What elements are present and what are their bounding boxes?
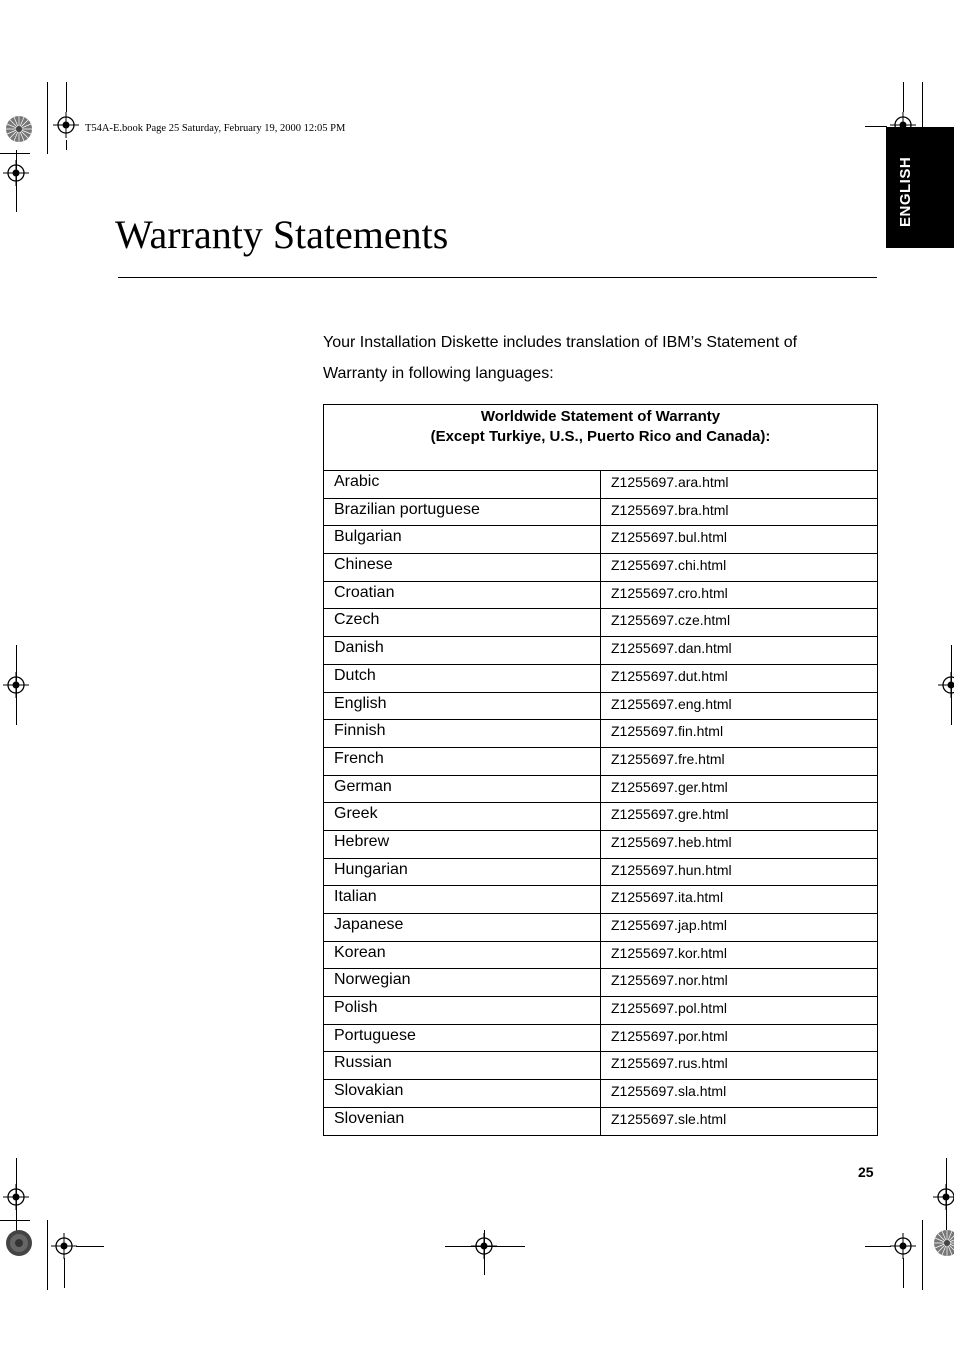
table-row: [324, 720, 878, 748]
registration-mark-icon: [3, 1184, 29, 1210]
header-book-info: T54A-E.book Page 25 Saturday, February 19, 2000 12:05 PM: [85, 123, 346, 134]
language-cell: Norwegian: [324, 969, 601, 997]
registration-mark-icon: [933, 1184, 954, 1210]
file-cell: Z1255697.kor.html: [601, 941, 878, 969]
table-row: [324, 692, 878, 720]
file-cell: Z1255697.cze.html: [601, 609, 878, 637]
registration-mark-icon: [51, 1233, 77, 1259]
file-cell: Z1255697.heb.html: [601, 830, 878, 858]
language-cell: Dutch: [324, 664, 601, 692]
language-cell: Russian: [324, 1052, 601, 1080]
table-header-cell: [324, 405, 878, 471]
file-cell: Z1255697.chi.html: [601, 554, 878, 582]
language-side-tab-label: ENGLISH: [896, 156, 914, 227]
file-cell: Z1255697.fin.html: [601, 720, 878, 748]
language-cell: Slovakian: [324, 1080, 601, 1108]
file-cell: Z1255697.dut.html: [601, 664, 878, 692]
file-cell: Z1255697.hun.html: [601, 858, 878, 886]
table-row: [324, 914, 878, 942]
registration-mark-icon: [3, 160, 29, 186]
table-row: [324, 775, 878, 803]
file-cell: Z1255697.eng.html: [601, 692, 878, 720]
language-cell: German: [324, 775, 601, 803]
registration-mark-icon: [53, 112, 79, 138]
crop-line: [47, 82, 48, 154]
crop-line: [66, 82, 67, 112]
language-cell: French: [324, 747, 601, 775]
file-cell: Z1255697.jap.html: [601, 914, 878, 942]
file-cell: Z1255697.sla.html: [601, 1080, 878, 1108]
crop-line: [865, 126, 887, 127]
language-cell: Finnish: [324, 720, 601, 748]
table-header-row: [324, 405, 878, 471]
language-cell: Korean: [324, 941, 601, 969]
intro-paragraph: Your Installation Diskette includes translation of IBM’s Statement of Warranty in following languages:: [323, 334, 798, 382]
table-row: [324, 581, 878, 609]
language-cell: Portuguese: [324, 1024, 601, 1052]
table-header-line-2: (Except Turkiye, U.S., Puerto Rico and Canada):: [430, 428, 771, 445]
language-cell: Hungarian: [324, 858, 601, 886]
file-cell: Z1255697.bul.html: [601, 526, 878, 554]
starburst-mark-icon: [5, 115, 33, 143]
file-cell: Z1255697.nor.html: [601, 969, 878, 997]
title-divider: [118, 277, 877, 278]
table-row: [324, 886, 878, 914]
file-cell: Z1255697.ara.html: [601, 471, 878, 499]
language-cell: Greek: [324, 803, 601, 831]
crop-line: [47, 1220, 48, 1290]
table-row: [324, 858, 878, 886]
table-row: [324, 637, 878, 665]
language-cell: Arabic: [324, 471, 601, 499]
table-body: [324, 471, 878, 1136]
language-cell: Chinese: [324, 554, 601, 582]
file-cell: Z1255697.ger.html: [601, 775, 878, 803]
language-cell: Brazilian portuguese: [324, 498, 601, 526]
table-row: [324, 498, 878, 526]
crop-line: [0, 1220, 30, 1221]
language-cell: Italian: [324, 886, 601, 914]
page-number: 25: [858, 1164, 874, 1180]
language-cell: Croatian: [324, 581, 601, 609]
crop-line: [64, 1258, 65, 1288]
table-row: [324, 609, 878, 637]
language-cell: Bulgarian: [324, 526, 601, 554]
starburst-mark-icon: [933, 1229, 954, 1257]
crop-line: [865, 1246, 891, 1247]
warranty-language-table: [323, 404, 878, 1136]
file-cell: Z1255697.bra.html: [601, 498, 878, 526]
table-row: [324, 997, 878, 1025]
language-cell: Slovenian: [324, 1107, 601, 1135]
crop-line: [76, 1246, 104, 1247]
language-cell: Danish: [324, 637, 601, 665]
table-row: [324, 1024, 878, 1052]
table-row: [324, 830, 878, 858]
table-row: [324, 1080, 878, 1108]
file-cell: Z1255697.ita.html: [601, 886, 878, 914]
file-cell: Z1255697.por.html: [601, 1024, 878, 1052]
registration-mark-icon: [3, 672, 29, 698]
file-cell: Z1255697.dan.html: [601, 637, 878, 665]
table-row: [324, 969, 878, 997]
registration-mark-icon: [938, 672, 954, 698]
language-cell: Hebrew: [324, 830, 601, 858]
language-cell: Czech: [324, 609, 601, 637]
registration-mark-icon: [943, 289, 954, 313]
registration-mark-icon: [890, 1233, 916, 1259]
file-cell: Z1255697.gre.html: [601, 803, 878, 831]
table-row: [324, 941, 878, 969]
table-row: [324, 664, 878, 692]
file-cell: Z1255697.fre.html: [601, 747, 878, 775]
table-row: [324, 1107, 878, 1135]
file-cell: Z1255697.pol.html: [601, 997, 878, 1025]
crop-line: [922, 1220, 923, 1290]
crop-line: [903, 1258, 904, 1288]
table-row: [324, 803, 878, 831]
language-cell: Polish: [324, 997, 601, 1025]
file-cell: Z1255697.rus.html: [601, 1052, 878, 1080]
table-row: [324, 1052, 878, 1080]
crop-line: [66, 140, 67, 150]
crop-line: [0, 153, 30, 154]
language-side-tab: [886, 127, 954, 248]
table-row: [324, 747, 878, 775]
file-cell: Z1255697.sle.html: [601, 1107, 878, 1135]
crop-line: [903, 82, 904, 112]
language-cell: English: [324, 692, 601, 720]
starburst-mark-icon: [5, 1229, 33, 1257]
registration-mark-icon: [471, 1233, 497, 1259]
file-cell: Z1255697.cro.html: [601, 581, 878, 609]
table-row: [324, 471, 878, 499]
page-title: Warranty Statements: [115, 212, 449, 257]
language-cell: Japanese: [324, 914, 601, 942]
table-row: [324, 526, 878, 554]
table-row: [324, 554, 878, 582]
table-header-line-1: Worldwide Statement of Warranty: [480, 408, 721, 425]
